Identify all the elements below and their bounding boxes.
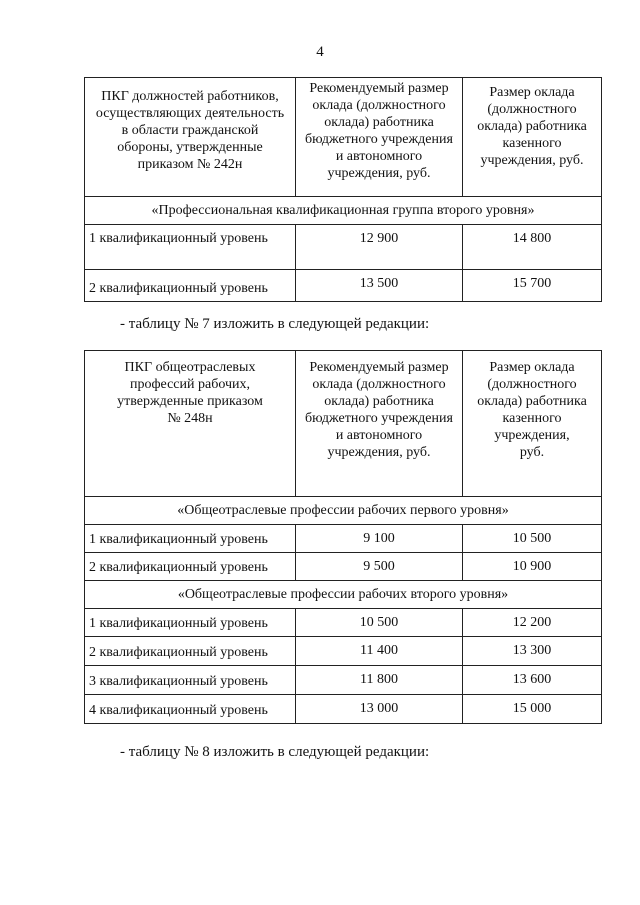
state-salary-value: 15 700	[463, 270, 602, 302]
state-salary-value: 12 200	[463, 609, 602, 637]
budget-salary-value: 13 500	[296, 270, 463, 302]
qualification-level: 1 квалификационный уровень	[85, 525, 296, 553]
budget-salary-value: 11 800	[296, 666, 463, 695]
qualification-level: 2 квалификационный уровень	[85, 553, 296, 581]
group-title: «Общеотраслевые профессии рабочих первого уровня»	[85, 497, 602, 525]
qualification-level: 1 квалификационный уровень	[85, 609, 296, 637]
qualification-level: 2 квалификационный уровень	[85, 270, 296, 302]
budget-salary-value: 12 900	[296, 225, 463, 270]
group-row	[85, 497, 602, 525]
table-row	[85, 225, 602, 270]
group-title: «Профессиональная квалификационная группа второго уровня»	[85, 197, 602, 225]
table-header-row	[85, 78, 602, 197]
header-state-salary: Размер оклада (должностного оклада) работника казенного учреждения, руб.	[463, 78, 602, 197]
group-row	[85, 197, 602, 225]
state-salary-value: 10 500	[463, 525, 602, 553]
qualification-level: 3 квалификационный уровень	[85, 666, 296, 695]
state-salary-value: 10 900	[463, 553, 602, 581]
qualification-level: 2 квалификационный уровень	[85, 637, 296, 666]
budget-salary-value: 11 400	[296, 637, 463, 666]
table-row	[85, 609, 602, 637]
state-salary-value: 14 800	[463, 225, 602, 270]
header-state-salary: Размер оклада (должностного оклада) работника казенного учреждения, руб.	[463, 351, 602, 497]
qualification-level: 1 квалификационный уровень	[85, 225, 296, 270]
group-title: «Общеотраслевые профессии рабочих второго уровня»	[85, 581, 602, 609]
budget-salary-value: 9 500	[296, 553, 463, 581]
state-salary-value: 13 600	[463, 666, 602, 695]
page-number: 4	[316, 44, 324, 60]
state-salary-value: 13 300	[463, 637, 602, 666]
header-budget-salary: Рекомендуемый размер оклада (должностного оклада) работника бюджетного учреждения и автономного учреждения, руб.	[296, 78, 463, 197]
header-budget-salary: Рекомендуемый размер оклада (должностного оклада) работника бюджетного учреждения и автономного учреждения, руб.	[296, 351, 463, 497]
instruction-table-8: - таблицу № 8 изложить в следующей редакции:	[120, 744, 430, 760]
table-row	[85, 666, 602, 695]
salary-table-workers	[84, 350, 602, 724]
salary-table-civil-defense	[84, 77, 602, 302]
table-row	[85, 695, 602, 724]
qualification-level: 4 квалификационный уровень	[85, 695, 296, 724]
table-row	[85, 637, 602, 666]
budget-salary-value: 10 500	[296, 609, 463, 637]
group-row	[85, 581, 602, 609]
table-row	[85, 553, 602, 581]
state-salary-value: 15 000	[463, 695, 602, 724]
header-pkg: ПКГ должностей работников, осуществляющих деятельность в области гражданской обороны, утвержденные приказом № 242н	[85, 78, 296, 197]
instruction-table-7: - таблицу № 7 изложить в следующей редакции:	[120, 316, 430, 332]
budget-salary-value: 9 100	[296, 525, 463, 553]
table-header-row	[85, 351, 602, 497]
budget-salary-value: 13 000	[296, 695, 463, 724]
header-pkg: ПКГ общеотраслевых профессий рабочих, утвержденные приказом № 248н	[85, 351, 296, 497]
table-row	[85, 525, 602, 553]
table-row	[85, 270, 602, 302]
